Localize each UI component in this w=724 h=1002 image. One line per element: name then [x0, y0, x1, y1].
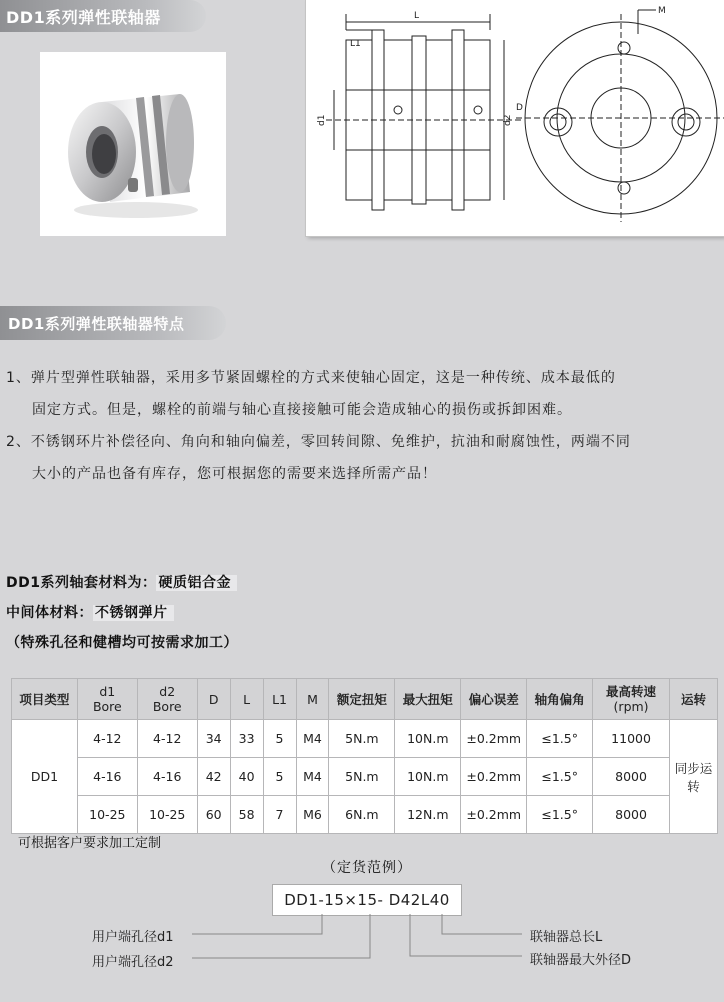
order-example-title: （定货范例）: [322, 860, 412, 876]
cell-speed: 8000: [593, 758, 670, 796]
col-max-torque: 最大扭矩: [395, 679, 461, 720]
cell-M: M6: [296, 796, 329, 834]
drawing-label-d2: d2: [503, 114, 513, 126]
feature-item-2-line-2: 大小的产品也备有库存，您可根据您的需要来选择所需产品！: [32, 466, 437, 482]
col-L1: L1: [263, 679, 296, 720]
cell-speed: 8000: [593, 796, 670, 834]
cell-ang: ≤1.5°: [527, 720, 593, 758]
cell-D: 60: [197, 796, 230, 834]
middle-material-value: 不锈钢弹片: [93, 605, 174, 621]
drawing-label-D: D: [516, 103, 523, 113]
cell-max: 10N.m: [395, 720, 461, 758]
sleeve-material-label: DD1系列轴套材料为：: [6, 575, 157, 591]
cell-L: 33: [230, 720, 263, 758]
cell-max: 12N.m: [395, 796, 461, 834]
cell-d1: 4-16: [77, 758, 137, 796]
feature-item-1-line-1: 1、弹片型弹性联轴器，采用多节紧固螺栓的方式来使轴心固定，这是一种传统、成本最低的: [6, 370, 616, 386]
label-user-bore-d2: 用户端孔径d2: [92, 955, 174, 970]
label-total-length-L: 联轴器总长L: [530, 930, 603, 945]
cell-rated: 5N.m: [329, 758, 395, 796]
leader-line-d2: [192, 914, 370, 958]
col-M: M: [296, 679, 329, 720]
drawing-label-L: L: [414, 11, 420, 21]
feature-item-1-line-2: 固定方式。但是，螺栓的前端与轴心直接接触可能会造成轴心的损伤或拆卸困难。: [32, 402, 572, 418]
label-max-diameter-D: 联轴器最大外径D: [530, 953, 632, 968]
cell-d1: 10-25: [77, 796, 137, 834]
col-max-speed: 最高转速 (rpm): [593, 679, 670, 720]
col-L: L: [230, 679, 263, 720]
drawing-label-d1: d1: [317, 114, 327, 126]
cell-D: 42: [197, 758, 230, 796]
cell-L: 40: [230, 758, 263, 796]
model-cell: DD1: [12, 720, 78, 834]
cell-L: 58: [230, 796, 263, 834]
col-model: 项目类型: [12, 679, 78, 720]
leader-line-d1: [192, 914, 322, 934]
col-D: D: [197, 679, 230, 720]
col-d2: d2 Bore: [137, 679, 197, 720]
cell-M: M4: [296, 758, 329, 796]
leader-line-L: [442, 914, 522, 934]
cell-d1: 4-12: [77, 720, 137, 758]
cell-speed: 11000: [593, 720, 670, 758]
cell-d2: 10-25: [137, 796, 197, 834]
sleeve-material-value: 硬质铝合金: [156, 575, 237, 591]
label-user-bore-d1: 用户端孔径d1: [92, 930, 174, 945]
cell-ecc: ±0.2mm: [461, 720, 527, 758]
cell-ang: ≤1.5°: [527, 796, 593, 834]
leader-line-D: [410, 914, 522, 956]
middle-material-label: 中间体材料：: [6, 605, 93, 621]
col-angular: 轴角偏角: [527, 679, 593, 720]
cell-ecc: ±0.2mm: [461, 758, 527, 796]
col-eccentric: 偏心误差: [461, 679, 527, 720]
custom-note: 可根据客户要求加工定制: [18, 836, 162, 851]
cell-max: 10N.m: [395, 758, 461, 796]
cell-M: M4: [296, 720, 329, 758]
cell-L1: 5: [263, 758, 296, 796]
feature-item-2-line-1: 2、不锈钢环片补偿径向、角向和轴向偏差，零回转间隙、免维护，抗油和耐腐蚀性，两端不同: [6, 434, 631, 450]
cell-ang: ≤1.5°: [527, 758, 593, 796]
cell-d2: 4-16: [137, 758, 197, 796]
col-d1: d1 Bore: [77, 679, 137, 720]
processing-note: （特殊孔径和健槽均可按需求加工）: [6, 635, 238, 651]
drawing-label-L1: L1: [350, 39, 361, 49]
cell-L1: 5: [263, 720, 296, 758]
col-rotation: 运转: [670, 679, 718, 720]
order-code-box: DD1-15×15- D42L40: [272, 884, 462, 916]
page-title: DD1系列弹性联轴器: [6, 8, 161, 27]
drawing-label-M: M: [658, 6, 666, 16]
features-title: DD1系列弹性联轴器特点: [8, 315, 185, 333]
cell-rated: 6N.m: [329, 796, 395, 834]
cell-D: 34: [197, 720, 230, 758]
col-rated-torque: 额定扭矩: [329, 679, 395, 720]
cell-d2: 4-12: [137, 720, 197, 758]
cell-L1: 7: [263, 796, 296, 834]
cell-ecc: ±0.2mm: [461, 796, 527, 834]
cell-rated: 5N.m: [329, 720, 395, 758]
rotation-cell: 同步运转: [670, 720, 718, 834]
